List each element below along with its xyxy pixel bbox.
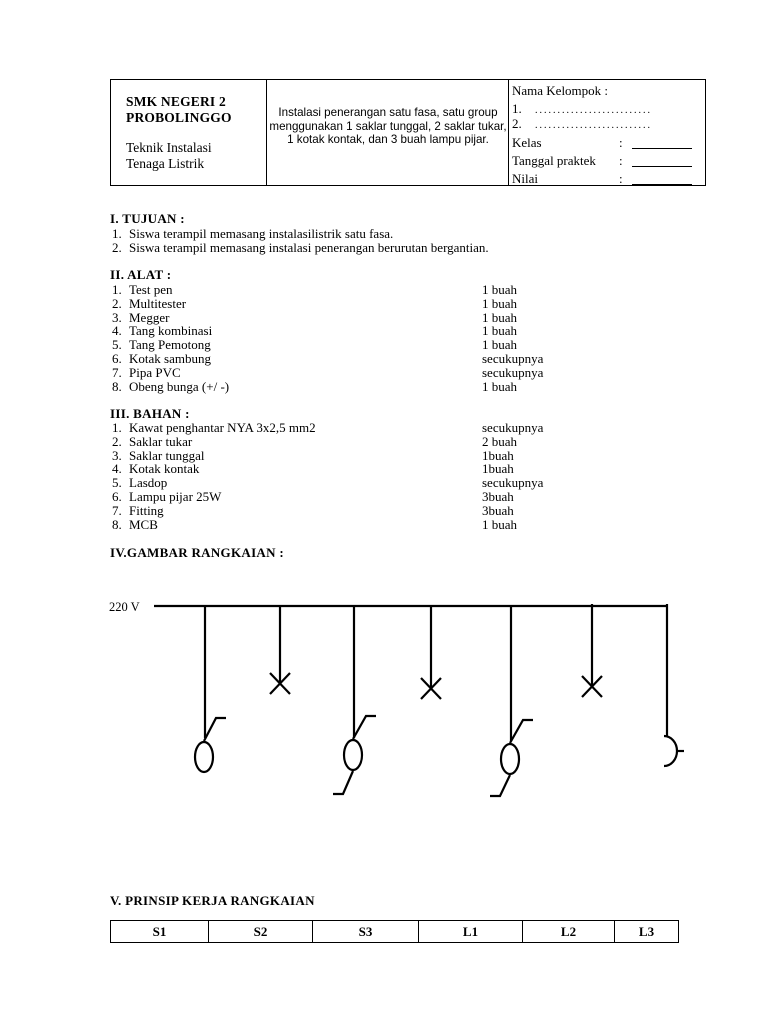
tanggal-colon: : — [619, 153, 623, 168]
list-item: 2. Multitester 1 buah — [112, 295, 518, 311]
lamp-1 — [195, 742, 213, 772]
tujuan-heading: I. TUJUAN : — [110, 211, 185, 226]
list-item: 2. Saklar tukar 2 buah — [112, 433, 518, 449]
list-item: 3. Saklar tunggal 1buah — [112, 447, 514, 463]
group-label: Nama Kelompok : — [512, 83, 609, 98]
member-2-blank: .......................... — [535, 120, 652, 131]
column-header-s2: S2 — [209, 921, 313, 943]
switch-2-lower — [333, 771, 353, 794]
list-item: 2. Siswa terampil memasang instalasi penerangan berurutan bergantian. — [112, 239, 489, 255]
list-item: 4. Kotak kontak 1buah — [112, 461, 514, 477]
prinsip-heading: V. PRINSIP KERJA RANGKAIAN — [110, 893, 315, 908]
list-item: 7. Pipa PVC secukupnya — [112, 364, 544, 380]
member-1-blank: .......................... — [535, 105, 652, 116]
list-item: 7. Fitting 3buah — [112, 502, 514, 518]
list-item: 6. Kotak sambung secukupnya — [112, 350, 544, 366]
lamp-3 — [501, 744, 519, 774]
kelas-label: Kelas — [512, 135, 542, 150]
school-name-line1: SMK NEGERI 2 — [126, 94, 226, 109]
truth-table — [110, 920, 679, 943]
switch-2-upper — [353, 716, 376, 739]
list-item: 5. Lasdop secukupnya — [112, 475, 544, 491]
column-header-s1: S1 — [111, 921, 209, 943]
switch-1 — [204, 718, 226, 741]
department-line1: Teknik Instalasi — [126, 140, 212, 155]
practice-topic: Instalasi penerangan satu fasa, satu group menggunakan 1 saklar tunggal, 2 saklar tukar, 1 kotak kontak, dan 3 buah lampu pijar. — [269, 106, 507, 146]
switch-3-lower — [490, 775, 510, 796]
list-item: 8. MCB 1 buah — [112, 516, 518, 532]
bahan-heading: III. BAHAN : — [110, 406, 190, 421]
lamp-2 — [344, 740, 362, 770]
table-row — [111, 921, 679, 943]
list-item: 1. Siswa terampil memasang instalasilistrik satu fasa. — [112, 226, 394, 241]
department-line2: Tenaga Listrik — [126, 156, 205, 171]
list-item: 1. Kawat penghantar NYA 3x2,5 mm2 secukupnya — [112, 420, 544, 435]
school-name-line2: PROBOLINGGO — [126, 110, 232, 125]
switch-3-upper — [510, 720, 533, 743]
column-header-l3: L3 — [615, 921, 679, 943]
list-item: 8. Obeng bunga (+/ -) 1 buah — [112, 378, 518, 394]
alat-heading: II. ALAT : — [110, 267, 172, 282]
nilai-label: Nilai — [512, 171, 538, 186]
list-item: 1. Test pen 1 buah — [112, 282, 518, 297]
tanggal-label: Tanggal praktek — [512, 153, 596, 168]
column-header-s3: S3 — [313, 921, 419, 943]
member-2-num: 2. — [512, 116, 522, 131]
list-item: 6. Lampu pijar 25W 3buah — [112, 488, 514, 504]
voltage-label: 220 V — [109, 600, 140, 614]
kelas-colon: : — [619, 135, 623, 150]
column-header-l2: L2 — [523, 921, 615, 943]
nilai-colon: : — [619, 171, 623, 186]
member-1-num: 1. — [512, 101, 522, 116]
socket-outlet — [664, 736, 677, 766]
gambar-heading: IV.GAMBAR RANGKAIAN : — [110, 545, 284, 560]
column-header-l1: L1 — [419, 921, 523, 943]
list-item: 4. Tang kombinasi 1 buah — [112, 323, 518, 339]
list-item: 5. Tang Pemotong 1 buah — [112, 337, 518, 353]
list-item: 3. Megger 1 buah — [112, 309, 518, 325]
